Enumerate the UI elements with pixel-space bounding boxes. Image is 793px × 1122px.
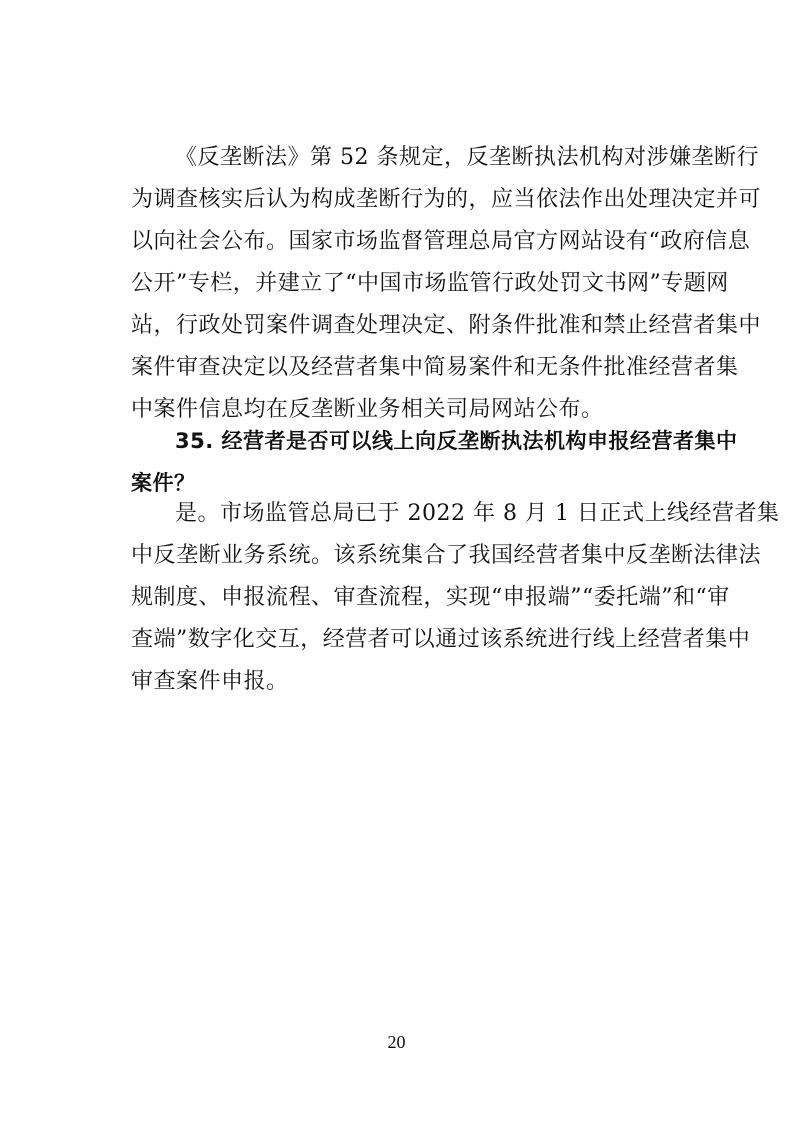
paragraph-line: 规制度、申报流程、审查流程，实现“申报端”“委托端”和“审 — [131, 585, 730, 610]
paragraph-line: 《反垄断法》第 52 条规定，反垄断执法机构对涉嫌垄断行 — [175, 145, 759, 170]
question-heading — [131, 420, 738, 504]
heading-line: 35. 经营者是否可以线上向反垄断执法机构申报经营者集中 — [175, 429, 738, 453]
paragraph-line: 查端”数字化交互，经营者可以通过该系统进行线上经营者集中 — [131, 627, 751, 652]
paragraph-line: 案件审查决定以及经营者集中简易案件和无条件批准经营者集 — [131, 355, 739, 380]
paragraph-line: 为调查核实后认为构成垄断行为的，应当依法作出处理决定并可 — [131, 187, 762, 212]
paragraph-line: 公开”专栏，并建立了“中国市场监管行政处罚文书网”专题网 — [131, 271, 729, 296]
paragraph-line: 中案件信息均在反垄断业务相关司局网站公布。 — [131, 397, 604, 422]
paragraph-line: 站，行政处罚案件调查处理决定、附条件批准和禁止经营者集中 — [131, 313, 762, 338]
paragraph-online-filing-answer — [131, 493, 780, 703]
paragraph-publication-of-decisions — [131, 137, 762, 431]
paragraph-line: 审查案件申报。 — [131, 669, 289, 694]
page-number: 20 — [387, 1032, 406, 1052]
paragraph-line: 以向社会公布。国家市场监督管理总局官方网站设有“政府信息 — [131, 229, 751, 254]
paragraph-line: 是。市场监管总局已于 2022 年 8 月 1 日正式上线经营者集 — [175, 501, 780, 526]
heading-line: 案件？ — [131, 471, 196, 495]
paragraph-line: 中反垄断业务系统。该系统集合了我国经营者集中反垄断法律法 — [131, 543, 762, 568]
